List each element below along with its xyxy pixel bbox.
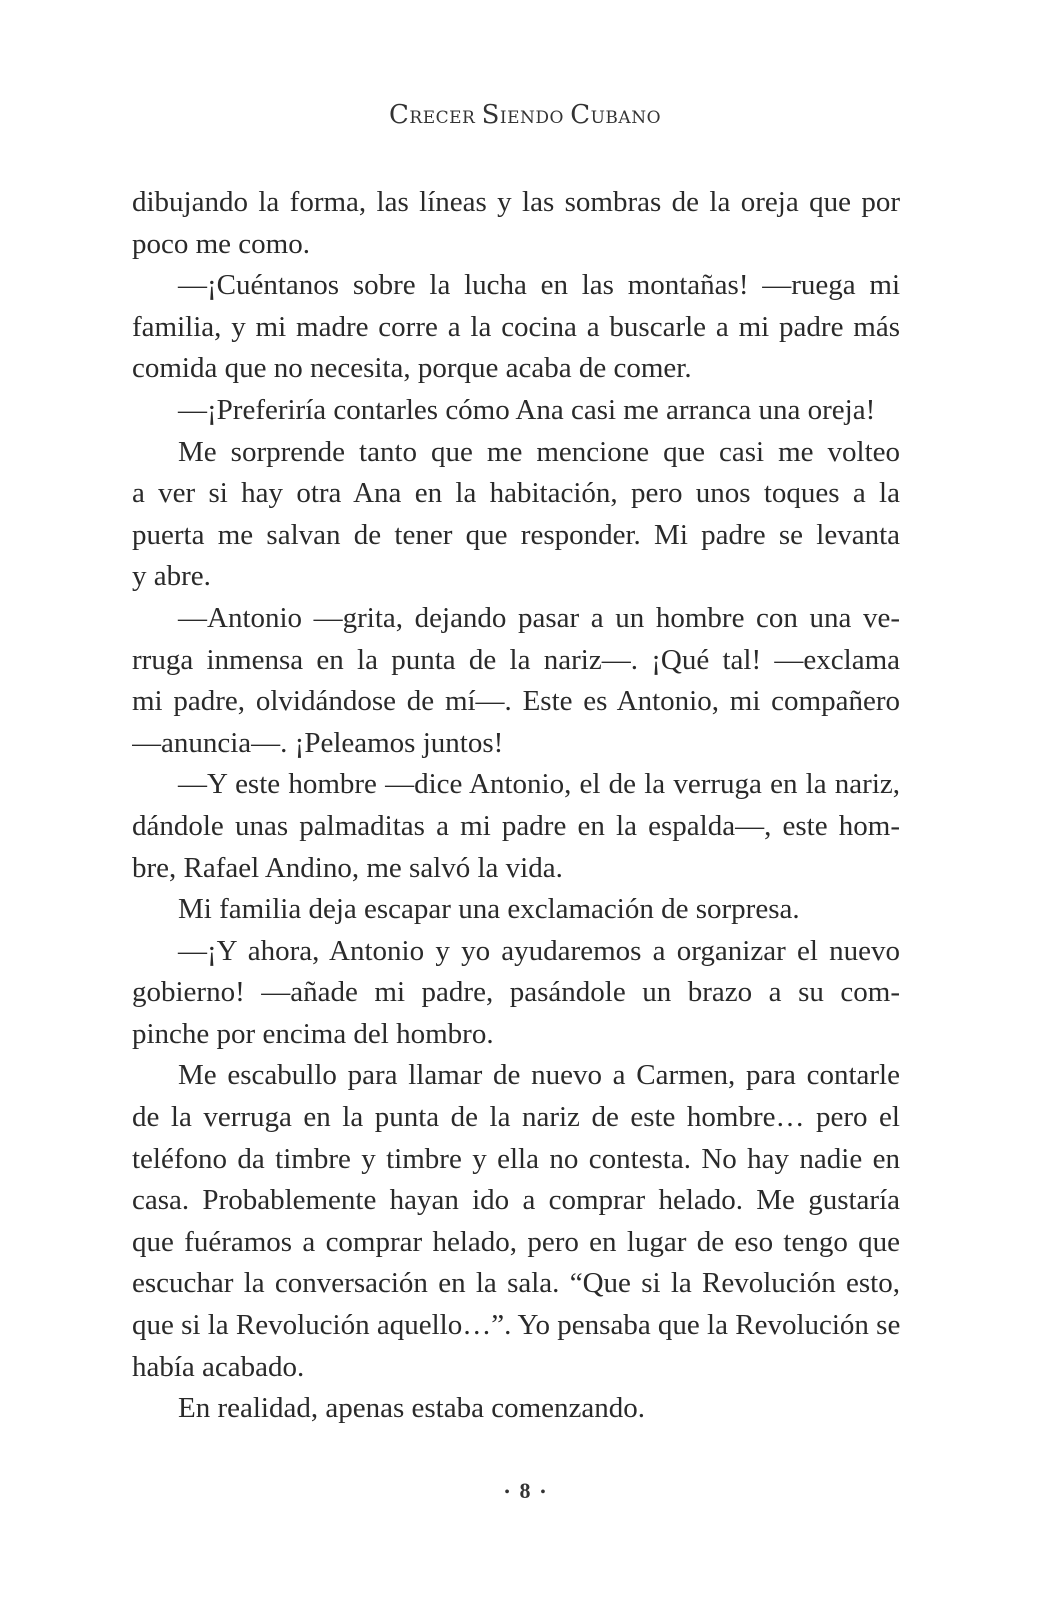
text-line: —¡Preferiría contarles cómo Ana casi me arranca una oreja! bbox=[178, 393, 876, 426]
book-title: CRECER SIENDO CUBANO bbox=[388, 100, 662, 130]
text-line: Me sorprende tanto que me mencione que casi me volteo bbox=[178, 435, 900, 468]
text-line: —Y este hombre —dice Antonio, el de la verruga en la nariz, bbox=[178, 768, 900, 801]
text-line: —anuncia—. ¡Peleamos juntos! bbox=[132, 726, 504, 759]
text-line: rruga inmensa en la punta de la nariz—. ¡Qué tal! —exclama bbox=[132, 643, 900, 676]
text-line: de la verruga en la punta de la nariz de este hombre… pero el bbox=[132, 1101, 900, 1134]
page-number-footer bbox=[0, 1478, 1050, 1504]
text-line: puerta me salvan de tener que responder. Mi padre se levanta bbox=[132, 518, 900, 551]
body-text bbox=[132, 182, 900, 1430]
text-line: mi padre, olvidándose de mí—. Este es Antonio, mi compañero bbox=[132, 685, 900, 718]
text-line: Me escabullo para llamar de nuevo a Carmen, para contarle bbox=[178, 1059, 900, 1092]
text-line: En realidad, apenas estaba comenzando. bbox=[178, 1392, 646, 1425]
text-line: —¡Y ahora, Antonio y yo ayudaremos a organizar el nuevo bbox=[178, 934, 900, 967]
text-line: —Antonio —grita, dejando pasar a un hombre con una ve- bbox=[178, 601, 900, 634]
page-number: 8 bbox=[519, 1478, 531, 1503]
text-line: bre, Rafael Andino, me salvó la vida. bbox=[132, 851, 563, 884]
text-line: que si la Revolución aquello…”. Yo pensaba que la Revolución se bbox=[132, 1309, 900, 1342]
text-line: a ver si hay otra Ana en la habitación, pero unos toques a la bbox=[132, 477, 900, 510]
text-line: comida que no necesita, porque acaba de comer. bbox=[132, 352, 692, 385]
text-line: pinche por encima del hombro. bbox=[132, 1017, 494, 1050]
running-head bbox=[0, 100, 1050, 130]
text-line: dándole unas palmaditas a mi padre en la espalda—, este hom- bbox=[132, 809, 900, 842]
text-line: dibujando la forma, las líneas y las sombras de la oreja que por bbox=[132, 186, 900, 218]
text-line: que fuéramos a comprar helado, pero en lugar de eso tengo que bbox=[132, 1225, 900, 1258]
text-line: poco me como. bbox=[132, 227, 310, 260]
bullet-ornament: • bbox=[540, 1484, 546, 1500]
text-line: familia, y mi madre corre a la cocina a buscarle a mi padre más bbox=[132, 310, 900, 343]
text-line: casa. Probablemente hayan ido a comprar helado. Me gustaría bbox=[132, 1184, 900, 1217]
text-line: teléfono da timbre y timbre y ella no contesta. No hay nadie en bbox=[132, 1142, 900, 1175]
bullet-ornament: • bbox=[504, 1484, 510, 1500]
text-line: gobierno! —añade mi padre, pasándole un brazo a su com- bbox=[132, 976, 900, 1009]
text-line: había acabado. bbox=[132, 1350, 305, 1383]
text-line: Mi familia deja escapar una exclamación de sorpresa. bbox=[178, 893, 800, 926]
text-line: escuchar la conversación en la sala. “Que si la Revolución esto, bbox=[132, 1267, 900, 1300]
text-line: —¡Cuéntanos sobre la lucha en las montañas! —ruega mi bbox=[178, 269, 900, 302]
text-line: y abre. bbox=[132, 560, 211, 593]
